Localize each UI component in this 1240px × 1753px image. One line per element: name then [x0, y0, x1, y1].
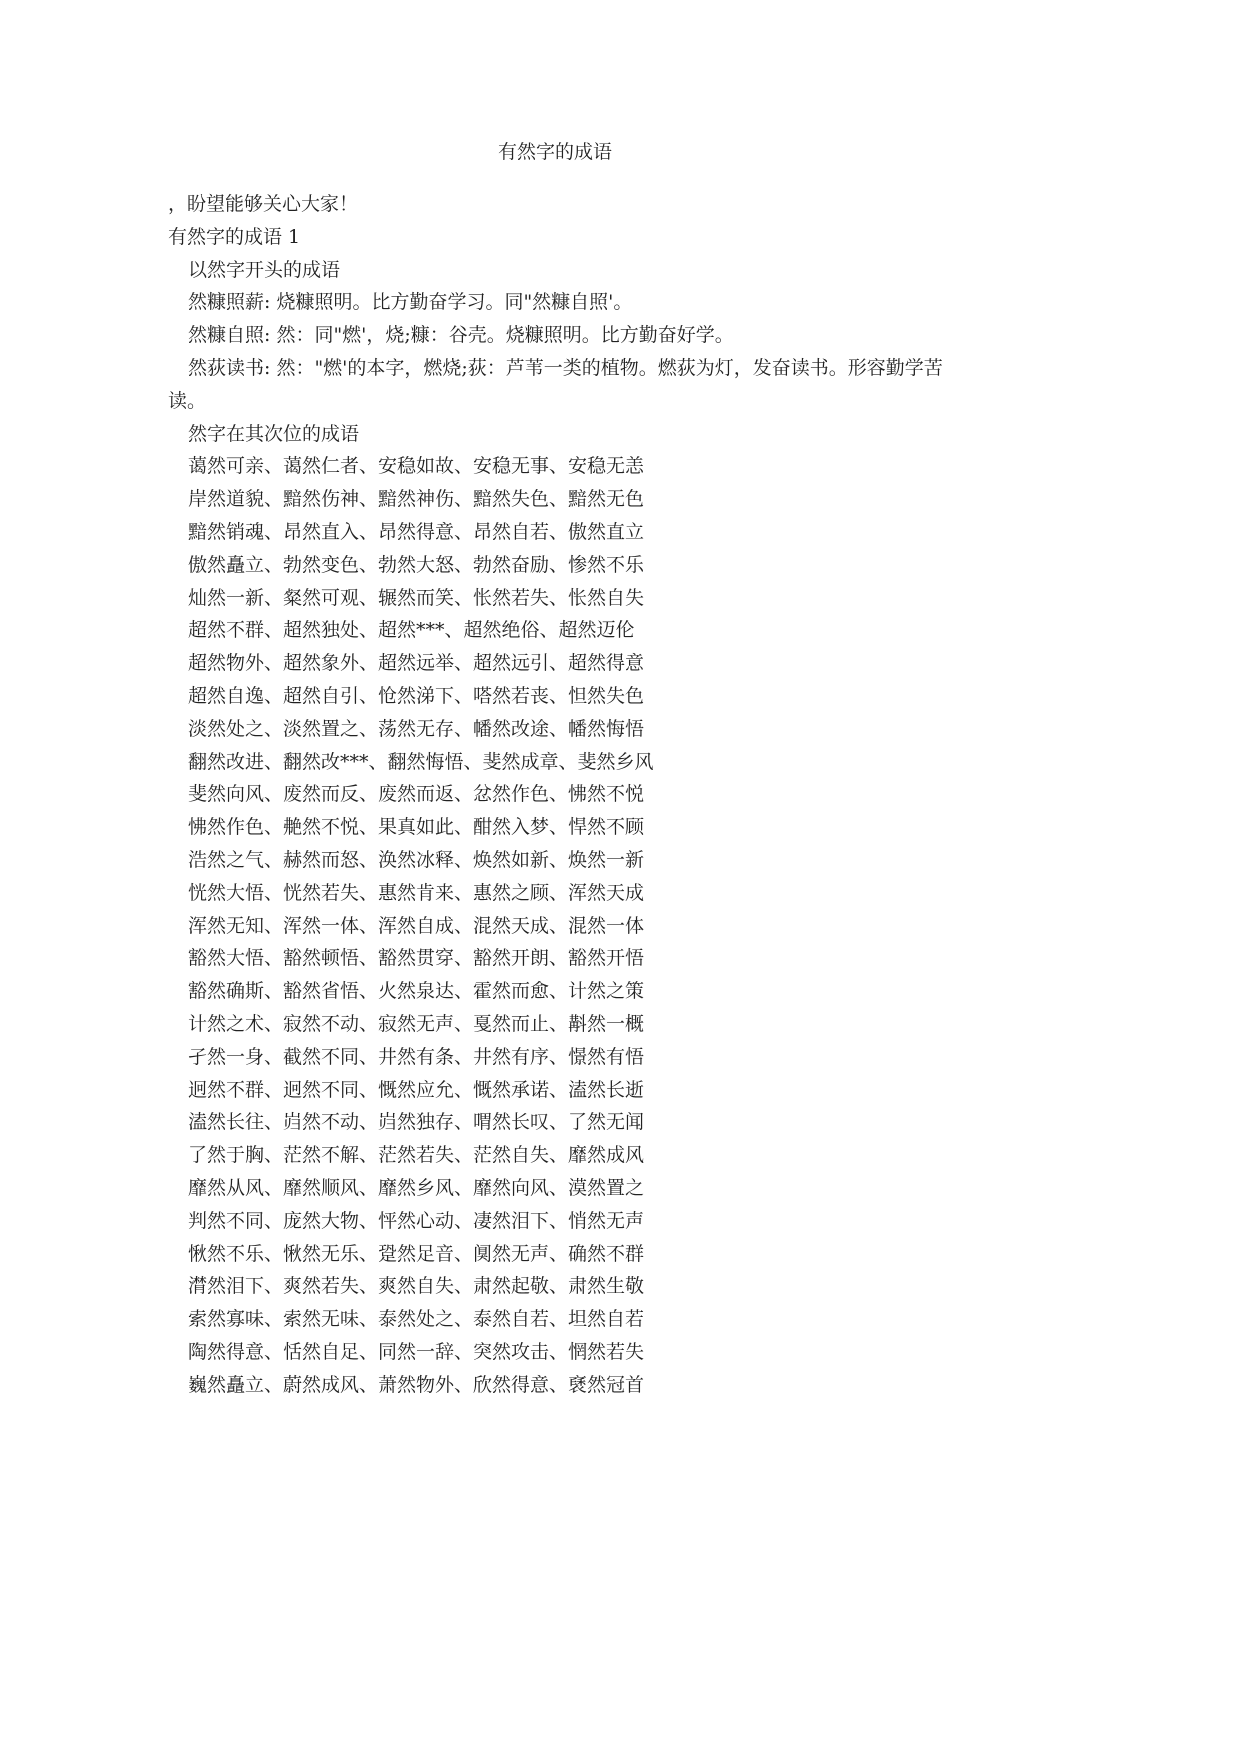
idiom-line: 靡然从风、靡然顺风、靡然乡风、靡然向风、漠然置之	[188, 1176, 645, 1199]
idiom-line: 溘然长往、岿然不动、岿然独存、喟然长叹、了然无闻	[188, 1111, 645, 1134]
idiom-line: 岸然道貌、黯然伤神、黯然神伤、黯然失色、黯然无色	[188, 488, 645, 511]
idiom-line: 灿然一新、粲然可观、辗然而笑、怅然若失、怅然自失	[188, 586, 645, 609]
idiom-line: 浩然之气、赫然而怒、涣然冰释、焕然如新、焕然一新	[188, 848, 645, 871]
idiom-line: 蔼然可亲、蔼然仁者、安稳如故、安稳无事、安稳无恙	[188, 455, 645, 478]
idiom-entry: 然糠照薪: 烧糠照明。比方勤奋学习。同"然糠自照'。	[188, 291, 633, 314]
idiom-line: 豁然大悟、豁然顿悟、豁然贯穿、豁然开朗、豁然开悟	[188, 947, 645, 970]
idiom-line: 翻然改进、翻然改***、翻然悔悟、斐然成章、斐然乡风	[188, 750, 654, 773]
idiom-entry: 然荻读书: 然："燃'的本字，燃烧;荻：芦苇一类的植物。燃荻为灯，发奋读书。形容勤学苦读。	[168, 356, 943, 412]
idiom-line: 判然不同、庞然大物、怦然心动、凄然泪下、悄然无声	[188, 1209, 645, 1232]
document-body	[168, 188, 958, 1401]
idiom-line: 超然物外、超然象外、超然远举、超然远引、超然得意	[188, 652, 645, 675]
idiom-line: 陶然得意、恬然自足、同然一辞、突然攻击、惘然若失	[188, 1340, 645, 1363]
idiom-line: 斐然向风、废然而反、废然而返、忿然作色、怫然不悦	[188, 783, 645, 806]
idiom-line: 迥然不群、迥然不同、慨然应允、慨然承诺、溘然长逝	[188, 1078, 645, 1101]
idiom-line: 愀然不乐、愀然无乐、跫然足音、阒然无声、确然不群	[188, 1242, 645, 1265]
document-title: 有然字的成语	[497, 141, 612, 163]
intro-text: ，盼望能够关心大家！	[168, 193, 359, 215]
idiom-line: 淡然处之、淡然置之、荡然无存、幡然改途、幡然悔悟	[188, 717, 645, 740]
idiom-line: 计然之术、寂然不动、寂然无声、戛然而止、斠然一概	[188, 1012, 645, 1035]
idiom-entry: 然糠自照: 然：同"燃'，烧;糠：谷壳。烧糠照明。比方勤奋好学。	[188, 324, 734, 347]
idiom-line: 潸然泪下、爽然若失、爽然自失、肃然起敬、肃然生敬	[188, 1275, 645, 1298]
idiom-line: 黯然销魂、昂然直入、昂然得意、昂然自若、傲然直立	[188, 520, 645, 543]
idiom-line: 孑然一身、截然不同、井然有条、井然有序、憬然有悟	[188, 1045, 645, 1068]
section-heading: 有然字的成语 1	[168, 225, 301, 248]
idiom-line: 恍然大悟、恍然若失、惠然肯来、惠然之顾、浑然天成	[188, 881, 645, 904]
idiom-line: 怫然作色、艴然不悦、果真如此、酣然入梦、悍然不顾	[188, 816, 645, 839]
idiom-line: 巍然矗立、蔚然成风、萧然物外、欣然得意、褎然冠首	[188, 1373, 645, 1396]
subheading-start: 以然字开头的成语	[188, 258, 341, 281]
idiom-line: 索然寡味、索然无味、泰然处之、泰然自若、坦然自若	[188, 1308, 645, 1331]
idiom-line: 超然自逸、超然自引、怆然涕下、嗒然若丧、怛然失色	[188, 684, 645, 707]
idiom-list	[168, 450, 958, 1401]
idiom-line: 了然于胸、茫然不解、茫然若失、茫然自失、靡然成风	[188, 1144, 645, 1167]
idiom-line: 傲然矗立、勃然变色、勃然大怒、勃然奋励、惨然不乐	[188, 553, 645, 576]
idiom-line: 超然不群、超然独处、超然***、超然绝俗、超然迈伦	[188, 619, 635, 642]
idiom-line: 浑然无知、浑然一体、浑然自成、混然天成、混然一体	[188, 914, 645, 937]
idiom-line: 豁然确斯、豁然省悟、火然泉达、霍然而愈、计然之策	[188, 980, 645, 1003]
subheading-second: 然字在其次位的成语	[188, 422, 360, 445]
